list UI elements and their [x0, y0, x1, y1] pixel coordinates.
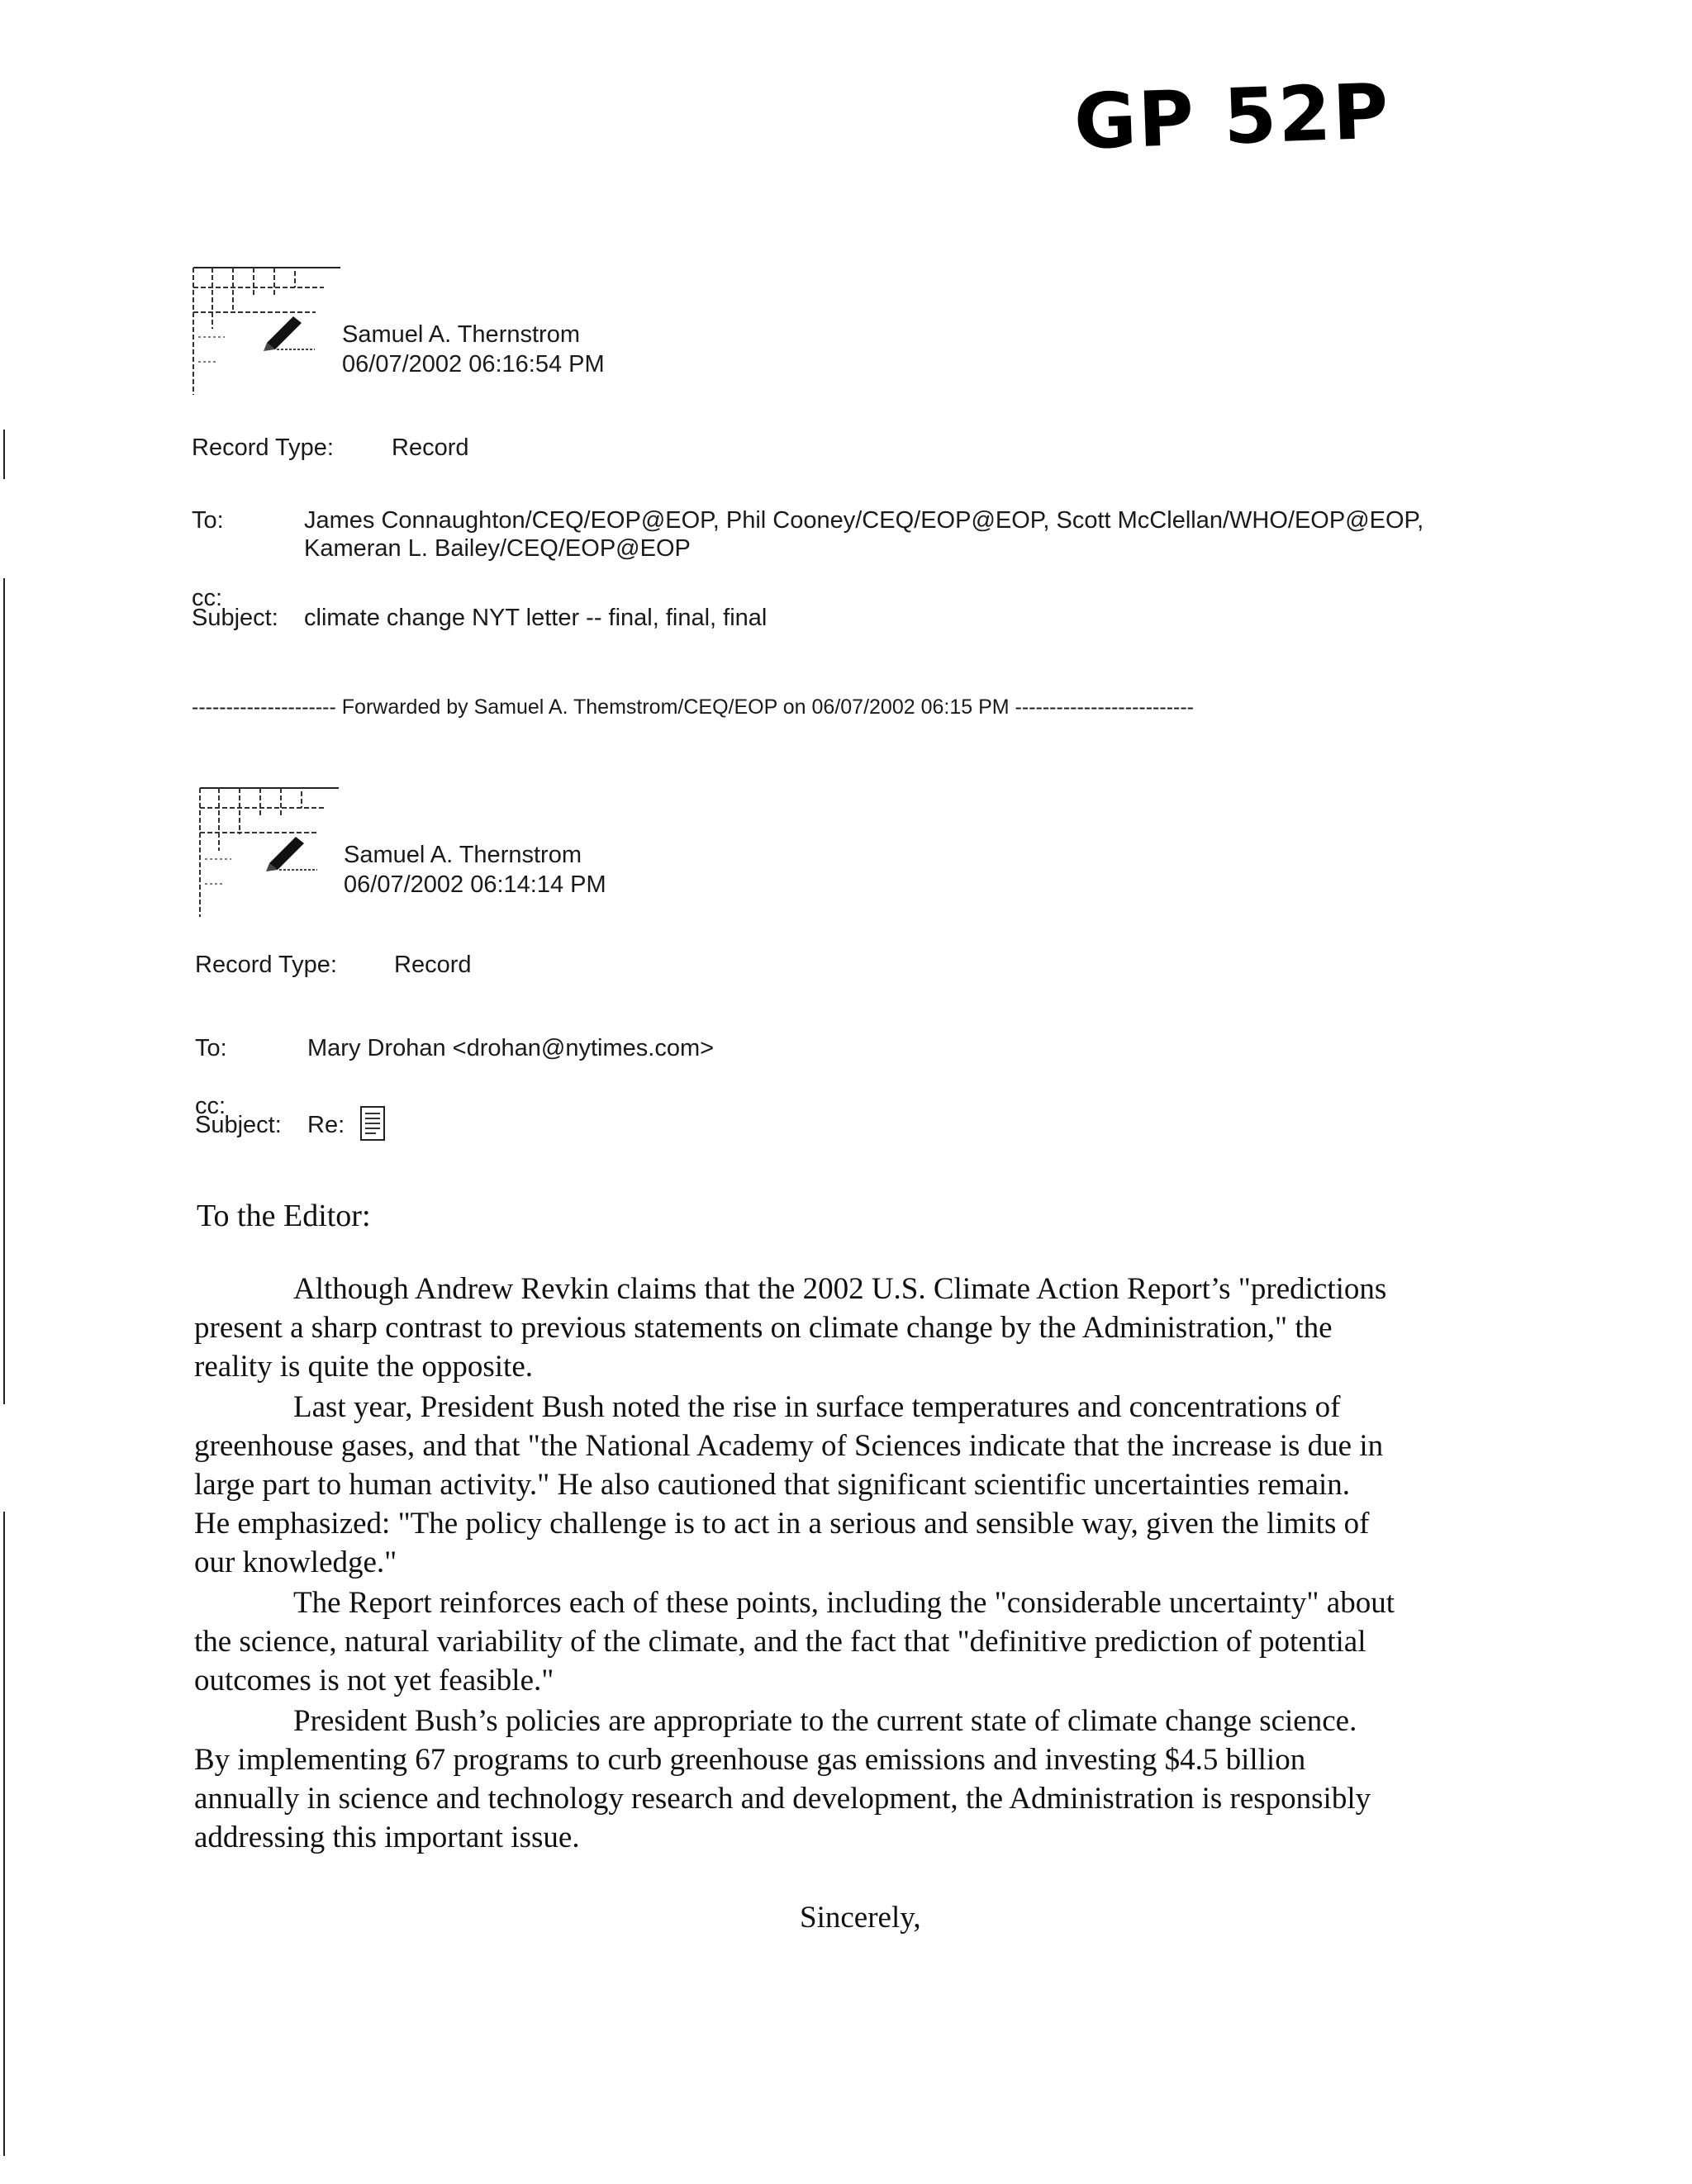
record-type-value: Record [392, 434, 469, 461]
handwritten-stamp: GP 52P [1072, 67, 1392, 167]
scan-margin-mark [3, 1512, 5, 2156]
document-icon[interactable] [359, 1105, 386, 1146]
paragraph-line: Although Andrew Revkin claims that the 2002 U.S. Climate Action Report’s "predictions [293, 1272, 1387, 1306]
sent-datetime: 06/07/2002 06:14:14 PM [344, 871, 606, 898]
paragraph-line: present a sharp contrast to previous statements on climate change by the Administration," the [194, 1311, 1333, 1345]
paragraph-line: President Bush’s policies are appropriate to the current state of climate change science. [293, 1704, 1357, 1738]
sender-name: Samuel A. Thernstrom [342, 321, 580, 348]
subject-value: climate change NYT letter -- final, final, final [304, 605, 768, 631]
subject-value: Re: [307, 1112, 345, 1138]
paragraph-line: annually in science and technology research and development, the Administration is responsibly [194, 1782, 1371, 1816]
subject-label: Subject: [192, 605, 278, 631]
paragraph-3 [194, 1583, 1495, 1700]
cc-label: cc: [192, 585, 223, 611]
paragraph-1 [194, 1270, 1495, 1386]
paragraph-line: By implementing 67 programs to curb greenhouse gas emissions and investing $4.5 billion [194, 1743, 1306, 1777]
cc-label: cc: [195, 1093, 226, 1119]
record-type-value: Record [394, 952, 472, 978]
paragraph-line: our knowledge." [194, 1545, 397, 1579]
paragraph-line: reality is quite the opposite. [194, 1350, 533, 1384]
record-type-label: Record Type: [195, 952, 337, 978]
closing: Sincerely, [800, 1901, 921, 1935]
paragraph-2 [194, 1388, 1495, 1582]
forwarded-by-line: --------------------- Forwarded by Samuel A. Themstrom/CEQ/EOP on 06/07/2002 06:15 PM -------------------------- [192, 696, 1195, 719]
paragraph-4 [194, 1702, 1495, 1857]
salutation: To the Editor: [197, 1199, 371, 1233]
to-label: To: [195, 1035, 227, 1061]
pencil-icon [263, 830, 321, 876]
pencil-icon [260, 310, 318, 355]
to-recipients-line2: Kameran L. Bailey/CEQ/EOP@EOP [304, 535, 691, 562]
record-type-label: Record Type: [192, 434, 334, 461]
scan-margin-mark [3, 578, 5, 1404]
paragraph-line: greenhouse gases, and that "the National Academy of Sciences indicate that the increase is due in [194, 1429, 1384, 1463]
sent-datetime: 06/07/2002 06:16:54 PM [342, 351, 605, 377]
to-label: To: [192, 507, 224, 534]
paragraph-line: He emphasized: "The policy challenge is to act in a serious and sensible way, given the limits of [194, 1507, 1370, 1541]
subject-label: Subject: [195, 1112, 282, 1138]
paragraph-line: Last year, President Bush noted the rise in surface temperatures and concentrations of [293, 1390, 1341, 1424]
paragraph-line: large part to human activity." He also cautioned that significant scientific uncertainties remain. [194, 1468, 1351, 1502]
to-recipients-line1: James Connaughton/CEQ/EOP@EOP, Phil Cooney/CEQ/EOP@EOP, Scott McClellan/WHO/EOP@EOP, [304, 507, 1424, 534]
scan-margin-mark [3, 430, 5, 479]
paragraph-line: outcomes is not yet feasible." [194, 1664, 554, 1697]
to-recipient: Mary Drohan <drohan@nytimes.com> [307, 1035, 715, 1061]
sender-name: Samuel A. Thernstrom [344, 842, 582, 868]
paragraph-line: The Report reinforces each of these points, including the "considerable uncertainty" about [293, 1586, 1395, 1620]
paragraph-line: addressing this important issue. [194, 1821, 580, 1854]
paragraph-line: the science, natural variability of the climate, and the fact that "definitive prediction of potential [194, 1625, 1366, 1659]
